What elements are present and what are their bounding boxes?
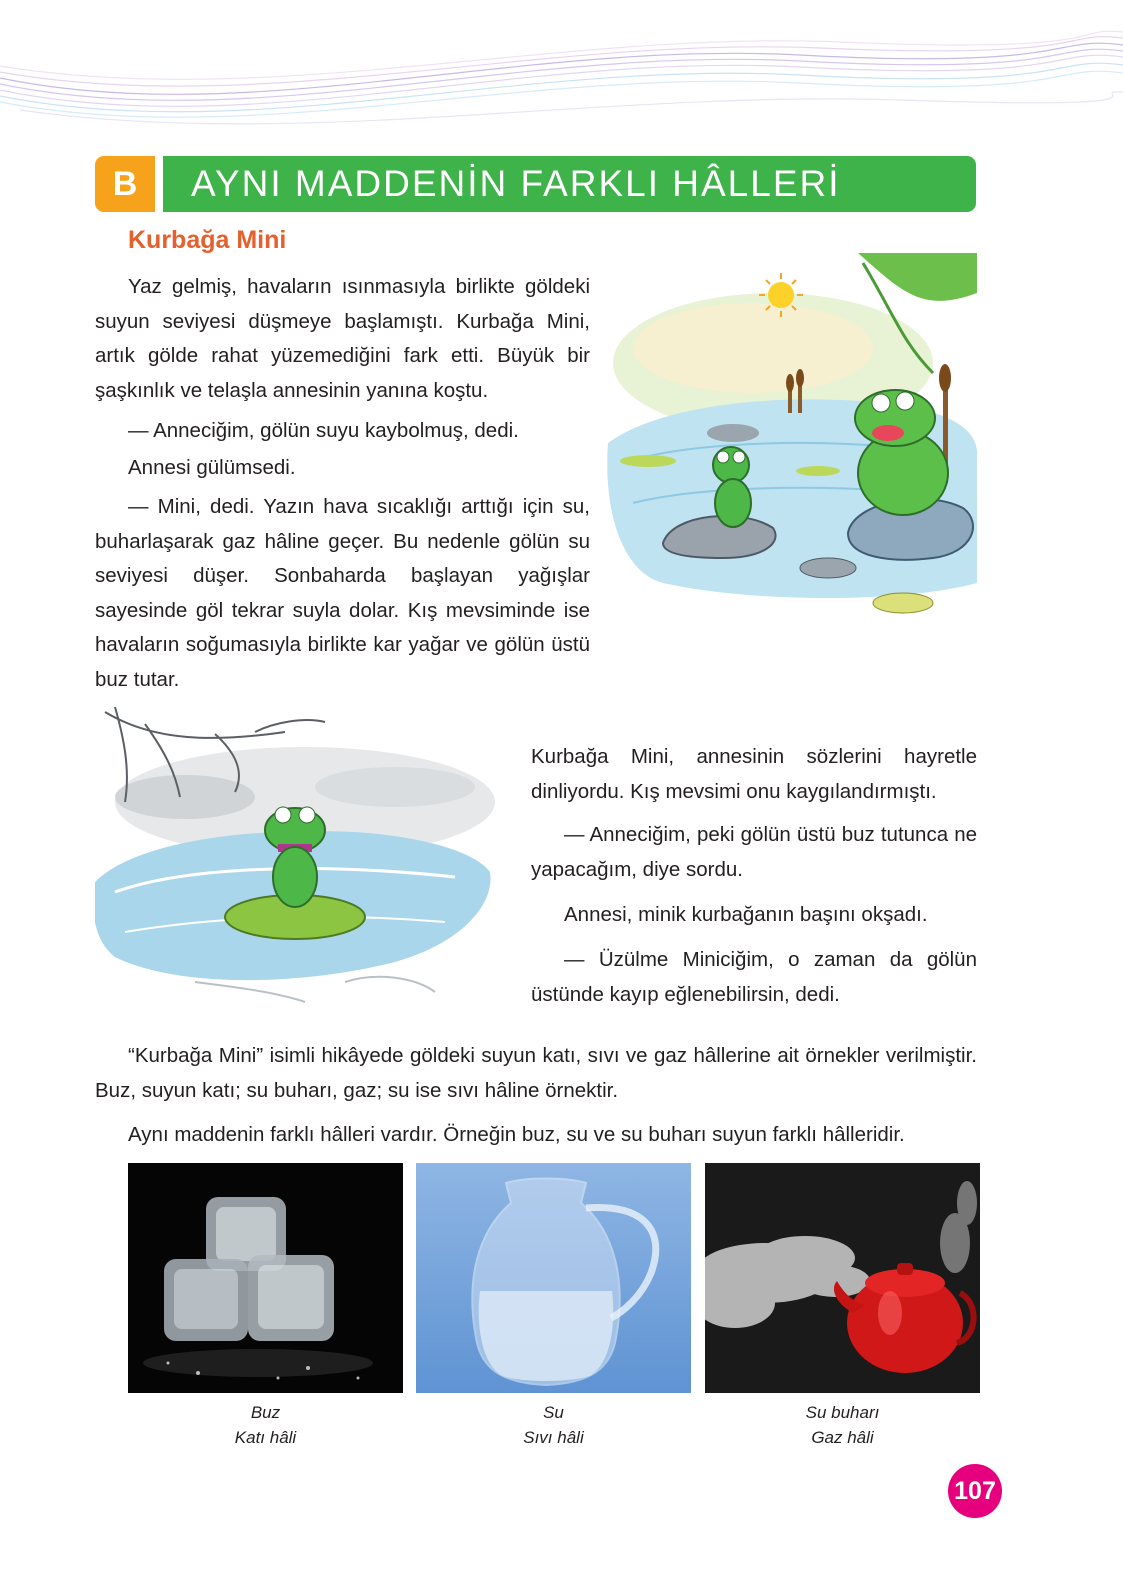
photo-name: Buz (250, 1403, 281, 1422)
photo-name: Su (543, 1403, 564, 1422)
ice-caption (128, 1400, 403, 1450)
photo-state: Sıvı hâli (523, 1428, 584, 1447)
story-paragraph: Yaz gelmiş, havaların ısınmasıyla birlikte göldeki suyun seviyesi düşmeye başlamıştı. Kurbağa Mini, artık gölde rahat yüzemediğini fark etti. Büyük bir şaşkınlık ve telaşla annesinin yanına koştu. (95, 275, 590, 402)
explanation-paragraph: Aynı maddenin farklı hâlleri vardır. Örneğin buz, su ve su buharı suyun farklı hâlleridir. (128, 1123, 905, 1146)
decorative-waves (0, 0, 1123, 150)
photo-state: Gaz hâli (811, 1428, 874, 1447)
page-number: 107 (948, 1464, 1002, 1518)
section-letter: B (95, 156, 155, 212)
winter-pond-illustration (95, 702, 505, 1022)
water-caption (416, 1400, 691, 1450)
steaming-kettle-photo (705, 1163, 980, 1393)
explanation-paragraph: “Kurbağa Mini” isimli hikâyede göldeki suyun katı, sıvı ve gaz hâllerine ait örnekler verilmiştir. Buz, suyun katı; su buharı, gaz; su ise sıvı hâline örnektir. (95, 1044, 977, 1102)
steam-caption (705, 1400, 980, 1450)
story-paragraph: — Mini, dedi. Yazın hava sıcaklığı arttığı için su, buharlaşarak gaz hâline geçer. Bu nedenle gölün su seviyesi düşer. Sonbaharda başlayan yağışlar sayesinde göl tekrar suyla dolar. Kış mevsiminde ise havaların soğumasıyla birlikte kar yağar ve gölün üstü buz tutar. (95, 495, 590, 691)
story-paragraph: — Üzülme Miniciğim, o zaman da gölün üstünde kayıp eğlenebilirsin, dedi. (531, 948, 977, 1006)
ice-cubes-photo (128, 1163, 403, 1393)
photo-name: Su buharı (805, 1403, 880, 1422)
section-title: AYNI MADDENİN FARKLI HÂLLERİ (163, 156, 976, 212)
story-title: Kurbağa Mini (128, 226, 287, 254)
story-paragraph: Annesi, minik kurbağanın başını okşadı. (564, 903, 928, 926)
story-paragraph: — Anneciğim, peki gölün üstü buz tutunca ne yapacağım, diye sordu. (531, 823, 977, 881)
section-header (95, 156, 976, 212)
story-paragraph: — Anneciğim, gölün suyu kaybolmuş, dedi. (128, 419, 519, 442)
photo-state: Katı hâli (234, 1428, 297, 1447)
water-pitcher-photo (416, 1163, 691, 1393)
section-separator (155, 156, 163, 212)
summer-pond-illustration (603, 253, 977, 633)
story-paragraph: Annesi gülümsedi. (128, 456, 296, 479)
story-paragraph: Kurbağa Mini, annesinin sözlerini hayretle dinliyordu. Kış mevsimi onu kaygılandırmıştı. (531, 745, 977, 803)
